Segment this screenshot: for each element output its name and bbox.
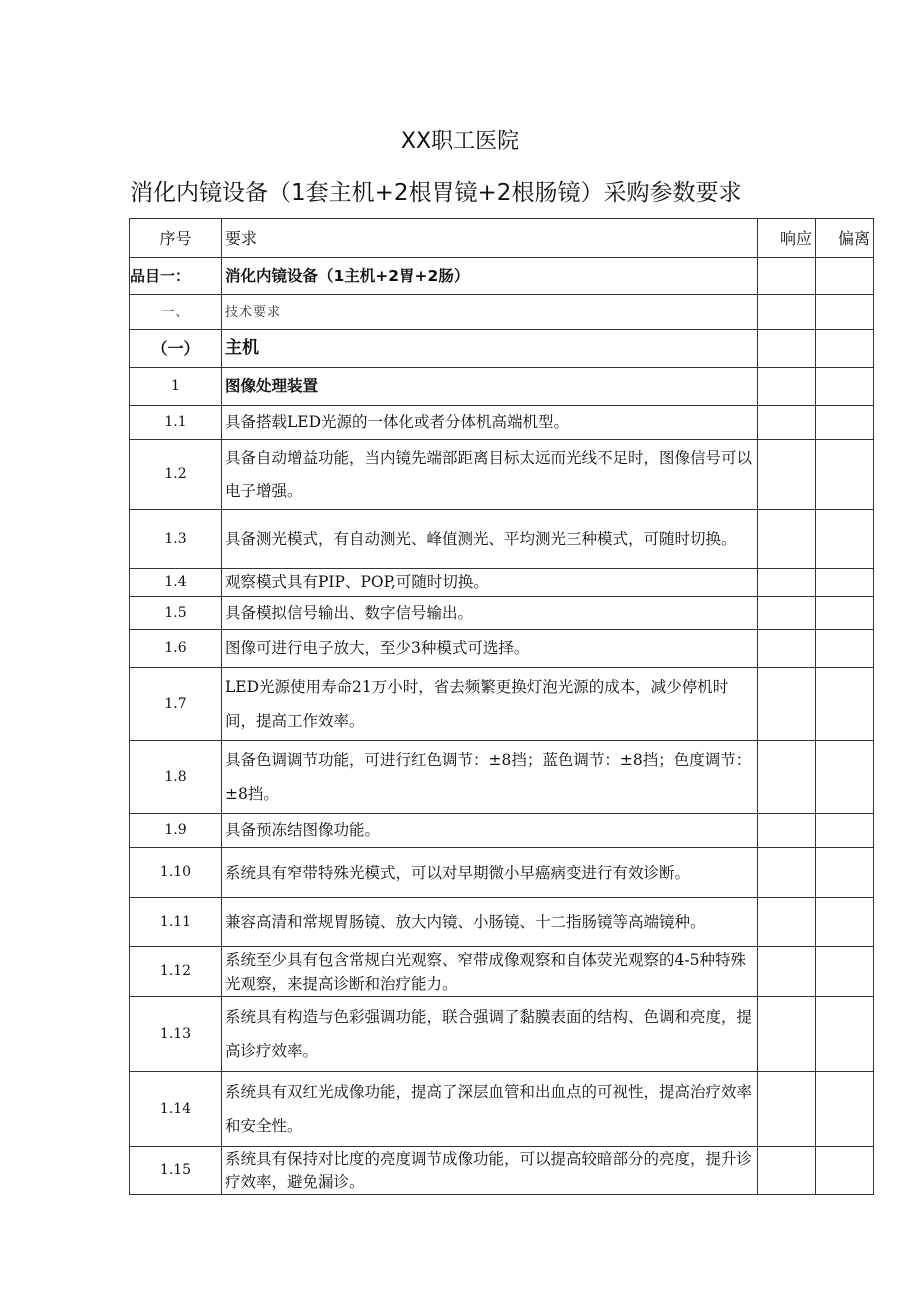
row-seq: 1.9 <box>130 814 222 848</box>
table-header-row <box>130 219 874 258</box>
row-seq: 1.4 <box>130 569 222 597</box>
row-seq: 1.6 <box>130 630 222 668</box>
row-requirement: 系统具有构造与色彩强调功能，联合强调了黏膜表面的结构、色调和亮度，提高诊疗效率。 <box>222 997 758 1072</box>
table-row <box>130 569 874 597</box>
row-requirement: 技术要求 <box>222 295 758 330</box>
deviation-cell[interactable] <box>816 295 874 330</box>
header-seq: 序号 <box>130 219 222 258</box>
deviation-cell[interactable] <box>816 368 874 406</box>
row-seq: 1.11 <box>130 898 222 947</box>
response-cell[interactable] <box>758 406 816 440</box>
deviation-cell[interactable] <box>816 997 874 1072</box>
row-seq: 1.1 <box>130 406 222 440</box>
deviation-cell[interactable] <box>816 330 874 368</box>
row-requirement: 具备自动增益功能，当内镜先端部距离目标太远而光线不足时，图像信号可以电子增强。 <box>222 440 758 510</box>
deviation-cell[interactable] <box>816 741 874 814</box>
response-cell[interactable] <box>758 741 816 814</box>
row-seq: 一、 <box>130 295 222 330</box>
row-requirement: 具备搭载LED光源的一体化或者分体机高端机型。 <box>222 406 758 440</box>
row-seq: 品目一： <box>130 258 222 295</box>
row-seq: 1.14 <box>130 1072 222 1147</box>
response-cell[interactable] <box>758 295 816 330</box>
table-row <box>130 741 874 814</box>
response-cell[interactable] <box>758 440 816 510</box>
deviation-cell[interactable] <box>816 668 874 741</box>
response-cell[interactable] <box>758 997 816 1072</box>
row-seq: 1.13 <box>130 997 222 1072</box>
row-requirement: 系统具有窄带特殊光模式，可以对早期微小早癌病变进行有效诊断。 <box>222 848 758 898</box>
response-cell[interactable] <box>758 898 816 947</box>
table-row <box>130 898 874 947</box>
deviation-cell[interactable] <box>816 440 874 510</box>
table-row <box>130 848 874 898</box>
row-seq: 1.2 <box>130 440 222 510</box>
row-seq: 1.8 <box>130 741 222 814</box>
row-seq: 1 <box>130 368 222 406</box>
row-requirement: 图像处理装置 <box>222 368 758 406</box>
row-requirement: 图像可进行电子放大，至少3种模式可选择。 <box>222 630 758 668</box>
response-cell[interactable] <box>758 510 816 569</box>
row-seq: 1.5 <box>130 597 222 630</box>
deviation-cell[interactable] <box>816 510 874 569</box>
table-row <box>130 295 874 330</box>
row-requirement: 具备预冻结图像功能。 <box>222 814 758 848</box>
row-requirement: 系统至少具有包含常规白光观察、窄带成像观察和自体荧光观察的4-5种特殊光观察，来提高诊断和治疗能力。 <box>222 947 758 997</box>
table-row <box>130 668 874 741</box>
table-row <box>130 440 874 510</box>
response-cell[interactable] <box>758 258 816 295</box>
header-response: 响应 <box>758 219 816 258</box>
document-title: XX职工医院 <box>400 129 520 154</box>
deviation-cell[interactable] <box>816 898 874 947</box>
response-cell[interactable] <box>758 1147 816 1195</box>
header-requirement: 要求 <box>222 219 758 258</box>
row-requirement: 消化内镜设备（1主机+2胃+2肠） <box>222 258 758 295</box>
table-row <box>130 597 874 630</box>
response-cell[interactable] <box>758 569 816 597</box>
row-requirement: LED光源使用寿命21万小时，省去频繁更换灯泡光源的成本，减少停机时间，提高工作效率。 <box>222 668 758 741</box>
row-seq: 1.15 <box>130 1147 222 1195</box>
deviation-cell[interactable] <box>816 406 874 440</box>
deviation-cell[interactable] <box>816 1072 874 1147</box>
response-cell[interactable] <box>758 668 816 741</box>
table-row <box>130 258 874 295</box>
table-row <box>130 330 874 368</box>
row-requirement: 主机 <box>222 330 758 368</box>
table-row <box>130 368 874 406</box>
deviation-cell[interactable] <box>816 258 874 295</box>
row-seq: 1.7 <box>130 668 222 741</box>
response-cell[interactable] <box>758 1072 816 1147</box>
response-cell[interactable] <box>758 630 816 668</box>
deviation-cell[interactable] <box>816 814 874 848</box>
row-requirement: 兼容高清和常规胃肠镜、放大内镜、小肠镜、十二指肠镜等高端镜种。 <box>222 898 758 947</box>
row-seq: （一） <box>130 330 222 368</box>
table-row <box>130 510 874 569</box>
response-cell[interactable] <box>758 330 816 368</box>
row-seq: 1.12 <box>130 947 222 997</box>
deviation-cell[interactable] <box>816 1147 874 1195</box>
document-subtitle: 消化内镜设备（1套主机+2根胃镜+2根肠镜）采购参数要求 <box>130 180 742 206</box>
row-requirement: 具备模拟信号输出、数字信号输出。 <box>222 597 758 630</box>
table-row <box>130 997 874 1072</box>
deviation-cell[interactable] <box>816 569 874 597</box>
row-requirement: 具备测光模式，有自动测光、峰值测光、平均测光三种模式，可随时切换。 <box>222 510 758 569</box>
response-cell[interactable] <box>758 368 816 406</box>
deviation-cell[interactable] <box>816 630 874 668</box>
header-deviation: 偏离 <box>816 219 874 258</box>
deviation-cell[interactable] <box>816 597 874 630</box>
response-cell[interactable] <box>758 814 816 848</box>
response-cell[interactable] <box>758 848 816 898</box>
table-row <box>130 630 874 668</box>
row-seq: 1.3 <box>130 510 222 569</box>
requirements-table <box>129 218 874 1195</box>
row-requirement: 系统具有双红光成像功能，提高了深层血管和出血点的可视性，提高治疗效率和安全性。 <box>222 1072 758 1147</box>
table-row <box>130 1072 874 1147</box>
response-cell[interactable] <box>758 947 816 997</box>
row-requirement: 观察模式具有PIP、POP,可随时切换。 <box>222 569 758 597</box>
table-row <box>130 814 874 848</box>
row-seq: 1.10 <box>130 848 222 898</box>
deviation-cell[interactable] <box>816 848 874 898</box>
response-cell[interactable] <box>758 597 816 630</box>
row-requirement: 系统具有保持对比度的亮度调节成像功能，可以提高较暗部分的亮度，提升诊疗效率，避免漏诊。 <box>222 1147 758 1195</box>
row-requirement: 具备色调调节功能，可进行红色调节：±8挡；蓝色调节：±8挡；色度调节：±8挡。 <box>222 741 758 814</box>
deviation-cell[interactable] <box>816 947 874 997</box>
table-row <box>130 406 874 440</box>
table-row <box>130 947 874 997</box>
table-row <box>130 1147 874 1195</box>
